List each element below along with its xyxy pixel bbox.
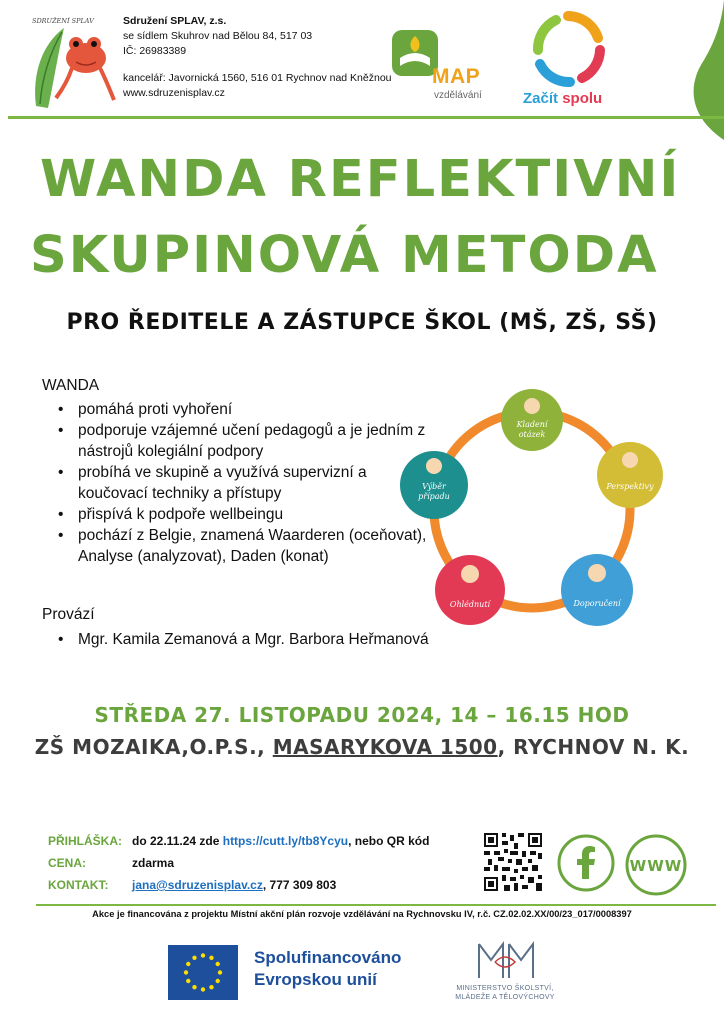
eu-star bbox=[216, 962, 220, 966]
msmt-text bbox=[440, 984, 570, 1002]
org-office: kancelář: Javornická 1560, 516 01 Rychnov nad Kněžnou bbox=[123, 72, 392, 84]
list-item: • Mgr. Kamila Zemanová a Mgr. Barbora Heřmanová bbox=[58, 629, 478, 650]
header-divider bbox=[8, 116, 724, 119]
cycle-node-label: Doporučení bbox=[573, 599, 621, 608]
eu-star bbox=[216, 979, 220, 983]
wanda-cycle-diagram bbox=[392, 380, 724, 650]
list-item: • pochází z Belgie, znamená Waarderen (oceňovat), Analyse (analyzovat), Daden (konat) bbox=[58, 525, 438, 567]
cycle-node-label: Ohlédnutí bbox=[449, 600, 491, 609]
msmt-line-1: MINISTERSTVO ŠKOLSTVÍ, bbox=[456, 985, 554, 992]
place-city: , RYCHNOV N. K. bbox=[497, 735, 690, 759]
org-name: Sdružení SPLAV, z.s. bbox=[123, 15, 227, 27]
info-block bbox=[48, 830, 429, 896]
eu-star bbox=[186, 979, 190, 983]
msmt-logo bbox=[475, 940, 535, 982]
zacit-word: Začít bbox=[523, 90, 559, 107]
signup-link[interactable]: https://cutt.ly/tb8Ycyu bbox=[222, 834, 349, 848]
msmt-line-2: MLÁDEŽE A TĚLOVÝCHOVY bbox=[455, 994, 555, 1001]
signup-row bbox=[48, 830, 429, 852]
org-ic: IČ: 26983389 bbox=[123, 45, 187, 57]
zacit-spolu-text bbox=[523, 90, 602, 107]
org-seat: se sídlem Skuhrov nad Bělou 84, 517 03 bbox=[123, 30, 313, 42]
spolu-word: spolu bbox=[562, 90, 603, 107]
event-date: STŘEDA 27. LISTOPADU 2024, 14 – 16.15 HOD bbox=[94, 703, 630, 727]
eu-flag-icon bbox=[168, 945, 238, 1000]
price-label: CENA: bbox=[48, 856, 86, 870]
contact-label: KONTAKT: bbox=[48, 878, 109, 892]
list-item: • pomáhá proti vyhoření bbox=[58, 399, 438, 420]
signup-text: do 22.11.24 zde bbox=[132, 834, 220, 848]
splav-frog-logo bbox=[28, 14, 118, 110]
map-logo-text: MAP bbox=[432, 65, 481, 88]
organization-info bbox=[123, 14, 392, 101]
cycle-node-vyber bbox=[400, 451, 468, 519]
wanda-heading: WANDA bbox=[42, 377, 100, 394]
provazi-heading: Provází bbox=[42, 606, 95, 623]
place-street[interactable]: MASARYKOVA 1500 bbox=[272, 735, 498, 759]
price-row bbox=[48, 852, 429, 874]
price-value: zdarma bbox=[132, 856, 175, 870]
facebook-icon[interactable] bbox=[556, 833, 616, 893]
website-icon[interactable] bbox=[624, 833, 688, 897]
contact-phone: , 777 309 803 bbox=[262, 878, 337, 892]
corner-decoration bbox=[664, 0, 724, 140]
subtitle: PRO ŘEDITELE A ZÁSTUPCE ŠKOL (MŠ, ZŠ, SŠ) bbox=[66, 310, 658, 335]
list-item: • přispívá k podpoře wellbeingu bbox=[58, 504, 438, 525]
eu-star bbox=[201, 953, 205, 957]
cycle-node-label: Kladení otázek bbox=[516, 420, 548, 439]
funding-note: Akce je financována z projektu Místní akční plán rozvoje vzdělávání na Rychnovsku IV, r.č. CZ.02.02.XX/00/23_017/0008397 bbox=[92, 909, 632, 919]
title-line-1: WANDA REFLEKTIVNÍ bbox=[40, 150, 681, 209]
eu-star bbox=[209, 985, 213, 989]
signup-label: PŘIHLÁŠKA: bbox=[48, 834, 122, 848]
list-item: • probíhá ve skupině a využívá supervizní a koučovací techniky a přístupy bbox=[58, 462, 438, 504]
contact-row bbox=[48, 874, 429, 896]
www-label: WWW bbox=[629, 857, 683, 875]
signup-after: , nebo QR kód bbox=[348, 834, 430, 848]
cycle-node-label: Perspektivy bbox=[606, 482, 654, 491]
map-logo-sub: vzdělávání bbox=[434, 90, 482, 101]
zacit-spolu-logo bbox=[530, 10, 606, 90]
eu-cofinanced-text bbox=[254, 947, 401, 991]
eu-line-1: Spolufinancováno bbox=[254, 948, 402, 967]
cycle-node-perspektivy bbox=[597, 442, 663, 508]
frog-logo-text: SDRUŽENÍ SPLAV bbox=[32, 17, 94, 25]
org-web[interactable]: www.sdruzenisplav.cz bbox=[123, 87, 225, 99]
eu-star bbox=[192, 956, 196, 960]
eu-star bbox=[218, 970, 222, 974]
eu-star bbox=[192, 985, 196, 989]
place-name: ZŠ MOZAIKA,O.P.S., bbox=[34, 735, 273, 759]
qr-code[interactable] bbox=[484, 833, 542, 891]
wanda-bullets bbox=[58, 399, 438, 567]
list-item: • podporuje vzájemné učení pedagogů a je jedním z nástrojů kolegiální podpory bbox=[58, 420, 438, 462]
title-line-2: SKUPINOVÁ METODA bbox=[30, 226, 659, 285]
eu-star bbox=[184, 970, 188, 974]
eu-star bbox=[186, 962, 190, 966]
cycle-node-kladeni bbox=[501, 389, 563, 451]
cycle-node-doporuceni bbox=[561, 554, 633, 626]
cycle-node-label: Výběr případu bbox=[418, 482, 450, 501]
footer-divider bbox=[36, 904, 716, 906]
eu-star bbox=[209, 956, 213, 960]
event-place bbox=[0, 735, 724, 759]
eu-line-2: Evropskou unií bbox=[254, 970, 377, 989]
cycle-node-ohlednuti bbox=[435, 555, 505, 625]
contact-email[interactable]: jana@sdruzenisplav.cz bbox=[132, 878, 263, 892]
eu-star bbox=[201, 987, 205, 991]
